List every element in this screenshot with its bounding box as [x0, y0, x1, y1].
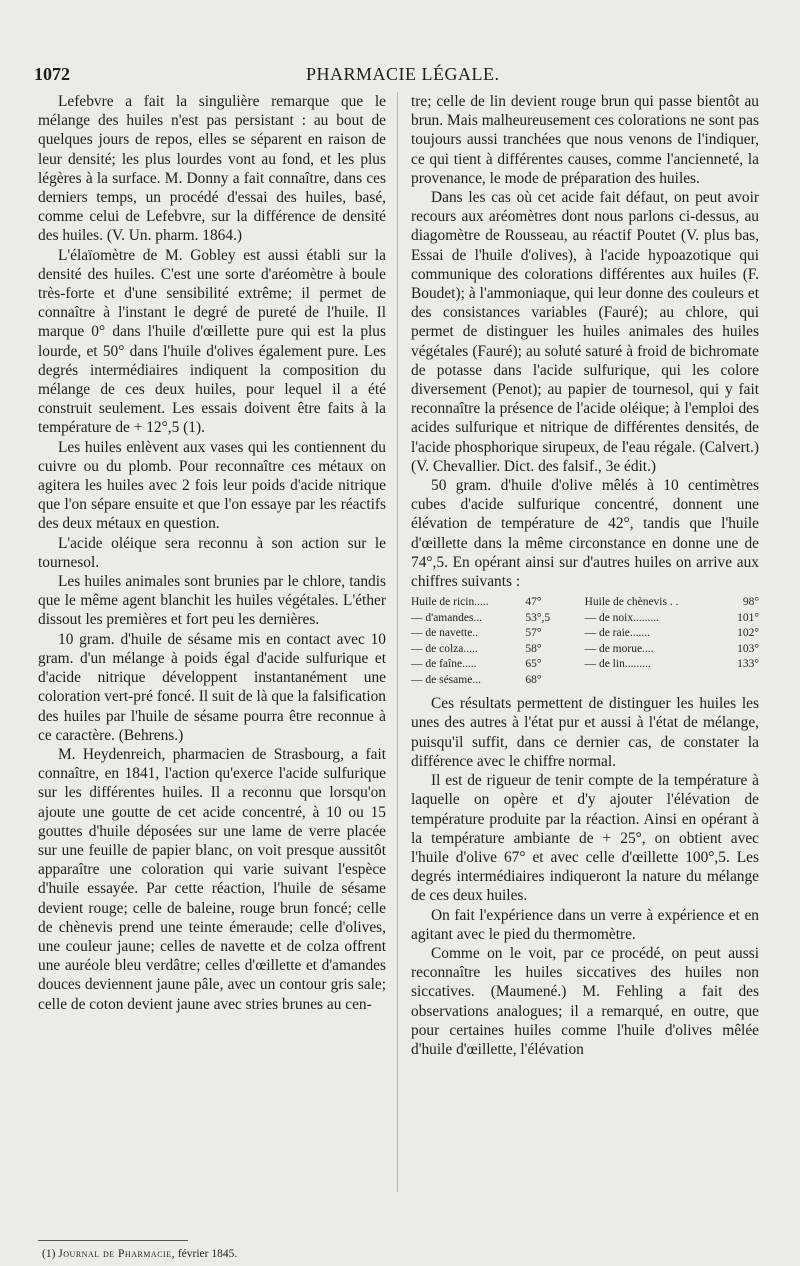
table-row: [411, 626, 759, 642]
oil-value: 103°: [737, 642, 759, 655]
oil-name: — de raie.......: [584, 627, 651, 640]
oil-value: 53°,5: [525, 611, 551, 624]
paragraph: On fait l'expérience dans un verre à expérience et en agitant avec le pied du thermomètre.: [411, 906, 759, 943]
page-header: [34, 58, 756, 88]
footnote-marker: (1): [42, 1248, 56, 1260]
oil-name: — de morue....: [584, 642, 654, 655]
temperature-table: [411, 595, 759, 688]
oil-value: 98°: [742, 596, 759, 609]
oil-value: 101°: [737, 611, 759, 624]
oil-value: [727, 673, 759, 689]
paragraph: Ces résultats permettent de distinguer les huiles les unes des autres à l'état pur et aussi à l'état de mélange, puisqu'il suffit, dans ce dernier cas, de constater la différence avec le chiffre normal.: [411, 695, 759, 770]
oil-name: — de noix.........: [584, 611, 660, 624]
footnote-rule: [38, 1240, 188, 1241]
oil-value: 58°: [525, 642, 542, 655]
footnote-date: février 1845.: [177, 1248, 238, 1260]
oil-name: — d'amandes...: [411, 611, 483, 624]
paragraph: Dans les cas où cet acide fait défaut, on peut avoir recours aux aréomètres dont nous parlons ci-dessus, au diagomètre de Rousseau, au réactif Poutet (V. plus bas, Essai de l'huile d'olives), à l'acide hypoazotique qui communique des colorations différentes aux huiles (F. Boudet); à l'ammoniaque, qui leur donne des couleurs et des consistances variables (Fauré); au chlore, qui permet de distinguer les huiles animales des huiles végétales (Fauré); au soluté saturé à froid de bichromate de potasse dans l'acide sulfurique, qui les colore diversement (Penot); au papier de tournesol, qui y fait reconnaître la présence de l'acide oléique; à l'emploi des acides sulfurique et nitrique de différentes densités, de l'acide phosphorique sirupeux, de l'eau régale. (Calvert.) (V. Chevallier. Dict. des falsif., 3e édit.): [411, 189, 759, 475]
paragraph: Comme on le voit, par ce procédé, on peut aussi reconnaître les huiles siccatives des huiles non siccatives. (Maumené.) M. Fehling a fait des observations analogues; il a remarqué, en outre, que pour certaines huiles comme l'huile d'olives mêlée d'huile d'œillette, l'élévation: [411, 944, 759, 1058]
oil-name: — de colza.....: [411, 642, 478, 655]
left-column: [38, 92, 386, 1014]
oil-name: — de lin.........: [584, 658, 651, 671]
running-title: PHARMACIE LÉGALE.: [306, 64, 500, 84]
table-row: [411, 673, 759, 689]
footnote-journal: Journal de Pharmacie,: [58, 1248, 175, 1260]
oil-value: 68°: [525, 673, 542, 686]
oil-name: — de sésame...: [411, 673, 481, 686]
column-divider: [397, 92, 398, 1192]
paragraph: Les huiles enlèvent aux vases qui les contiennent du cuivre ou du plomb. Pour reconnaître ces métaux on agitera les huiles avec 2 fois leur poids d'acide nitrique que l'on sépare ensuite et que l'on essaye par les réactifs des deux métaux en question.: [38, 438, 386, 533]
paragraph: 10 gram. d'huile de sésame mis en contact avec 10 gram. d'un mélange à poids égal d'acide sulfurique et d'acide nitrique développent instantanément une coloration vert-pré foncé. Il suit de là que la falsification des huiles par l'huile de sésame pourra être reconnue à ce caractère. (Behrens.): [38, 630, 386, 744]
paragraph: Lefebvre a fait la singulière remarque que le mélange des huiles n'est pas persistant : au bout de quelques jours de repos, elles se séparent en raison de leur densité; les plus lourdes vont au fond, et les plus légères à la surface. M. Donny a fait connaître, dans ces derniers temps, un procédé d'essai des huiles, basé, comme celui de Lefebvre, sur la différence de densité des huiles. (V. Un. pharm. 1864.): [38, 93, 386, 245]
paragraph: L'acide oléique sera reconnu à son action sur le tournesol.: [38, 534, 386, 571]
table-row: [411, 595, 759, 611]
paragraph: 50 gram. d'huile d'olive mêlés à 10 centimètres cubes d'acide sulfurique concentré, donnent une élévation de température de 42°, tandis que l'huile d'œillette dans la même circonstance en donne une de 74°,5. En opérant ainsi sur d'autres huiles on arrive aux chiffres suivants :: [411, 477, 759, 591]
oil-name: [577, 673, 727, 689]
oil-value: 133°: [737, 658, 759, 671]
oil-value: 65°: [525, 658, 542, 671]
table-row: [411, 657, 759, 673]
footnote: [42, 1248, 237, 1260]
oil-value: 47°: [525, 596, 542, 609]
oil-name: — de navette..: [411, 627, 479, 640]
page-number: 1072: [34, 64, 70, 84]
oil-name: Huile de ricin.....: [411, 596, 489, 609]
paragraph: tre; celle de lin devient rouge brun qui passe bientôt au brun. Mais malheureusement ces colorations ne sont pas toujours aussi tranchées que nous venons de l'indiquer, ce qui tient à différentes causes, comme l'ancienneté, la provenance, le mode de préparation des huiles.: [411, 93, 759, 187]
right-column: [411, 92, 759, 1059]
table-row: [411, 642, 759, 658]
paragraph: M. Heydenreich, pharmacien de Strasbourg, a fait connaître, en 1841, l'action qu'exerce l'acide sulfurique sur les différentes huiles. Il a reconnu que lorsqu'on ajoute une goutte de cet acide concentré, à 10 ou 15 gouttes d'huile déposées sur une lame de verre placée sur une feuille de papier blanc, on voit presque aussitôt apparaître une coloration qui varie suivant l'espèce d'huile essayée. Par cette réaction, l'huile de sésame devient rouge; celle de baleine, rouge brun foncé; celle de chènevis prend une teinte émeraude; celle d'olives, une couleur jaune; celles de navette et de colza offrent une auréole bleu verdâtre; celles d'œillette et d'amandes douces deviennent jaune pâle, avec un contour gris sale; celle de coton devient jaune avec stries brunes au cen-: [38, 745, 386, 1013]
oil-name: — de faîne.....: [411, 658, 477, 671]
paragraph: Il est de rigueur de tenir compte de la température à laquelle on opère et d'y ajouter l'élévation de température produite par la réaction. Ainsi en opérant à la température ambiante de + 25°, on obtient avec l'huile d'olive 67° et avec celle d'œillette 100°,5. Les degrés intermédiaires indiqueront la nature du mélange de ces deux huiles.: [411, 772, 759, 905]
oil-name: Huile de chènevis . .: [584, 596, 679, 609]
oil-value: 102°: [737, 627, 759, 640]
oil-value: 57°: [525, 627, 542, 640]
paragraph: L'élaïomètre de M. Gobley est aussi établi sur la densité des huiles. C'est une sorte d'aréomètre à boule très-forte et d'une sensibilité extrême; il permet de connaître à l'instant le degré de pureté de l'huile. Il marque 0° dans l'huile d'œillette pure qui est la plus lourde, et 50° dans l'huile d'olives également pure. Les degrés intermédiaires indiquent la composition du mélange de ces deux huiles, pour lequel il a été construit seulement. Les essais doivent être faits à la température de + 12°,5 (1).: [38, 246, 386, 437]
table-row: [411, 611, 759, 627]
paragraph: Les huiles animales sont brunies par le chlore, tandis que le même agent blanchit les huiles végétales. L'éther dissout les premières et fort peu les dernières.: [38, 573, 386, 629]
